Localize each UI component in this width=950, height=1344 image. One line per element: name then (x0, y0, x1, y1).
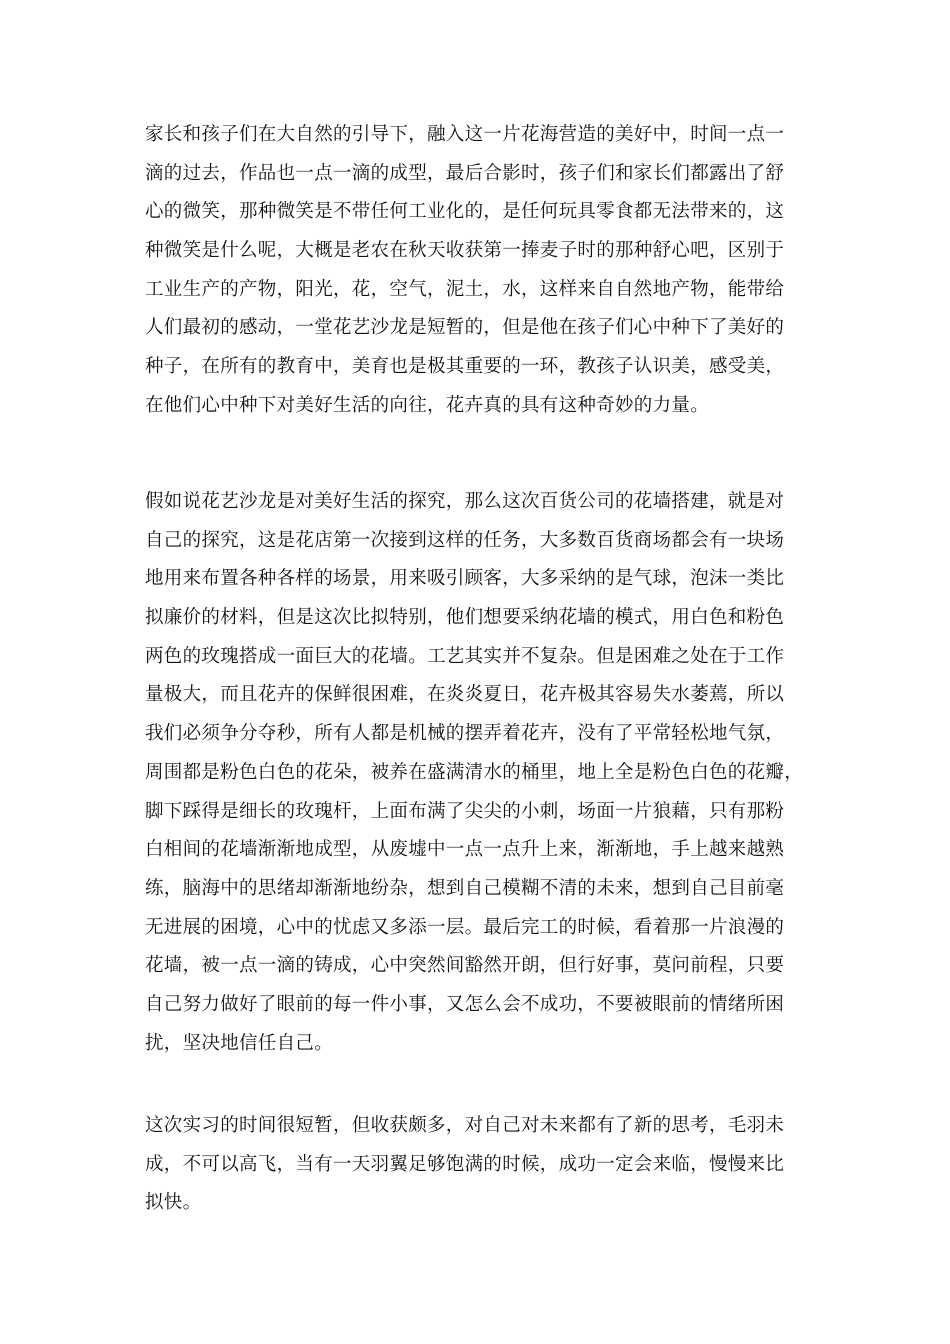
paragraph-line: 自己的探究，这是花店第一次接到这样的任务，大多数百货商场都会有一块场 (145, 529, 785, 551)
paragraph-line: 白相间的花墙渐渐地成型，从废墟中一点一点升上来，渐渐地，手上越来越熟 (145, 839, 785, 861)
paragraph-line: 这次实习的时间很短暂，但收获颇多，对自己对未来都有了新的思考，毛羽未 (145, 1115, 785, 1136)
paragraph-line: 人们最初的感动，一堂花艺沙龙是短暂的，但是他在孩子们心中种下了美好的 (145, 317, 785, 339)
paragraph-line: 脚下踩得是细长的玫瑰杆，上面布满了尖尖的小刺，场面一片狼藉，只有那粉 (145, 800, 785, 822)
paragraph-line: 种子，在所有的教育中，美育也是极其重要的一环，教孩子认识美，感受美， (145, 356, 785, 378)
paragraph-line: 家长和孩子们在大自然的引导下，融入这一片花海营造的美好中，时间一点一 (145, 124, 785, 145)
paragraph-line: 自己努力做好了眼前的每一件小事，又怎么会不成功，不要被眼前的情绪所困 (145, 993, 785, 1015)
paragraph-line: 工业生产的产物，阳光，花，空气，泥土，水，这样来自自然地产物，能带给 (145, 278, 785, 300)
paragraph-line: 周围都是粉色白色的花朵，被养在盛满清水的桶里，地上全是粉色白色的花瓣， (145, 761, 804, 783)
paragraph-line: 地用来布置各种各样的场景，用来吸引顾客，大多采纳的是气球，泡沫一类比 (145, 568, 785, 590)
paragraph-line: 滴的过去，作品也一点一滴的成型，最后合影时，孩子们和家长们都露出了舒 (145, 162, 785, 184)
paragraph-line: 两色的玫瑰搭成一面巨大的花墙。工艺其实并不复杂。但是困难之处在于工作 (145, 645, 785, 667)
paragraph-line: 种微笑是什么呢，大概是老农在秋天收获第一捧麦子时的那种舒心吧，区别于 (145, 240, 785, 262)
paragraph-line: 拟廉价的材料，但是这次比拟特别，他们想要采纳花墙的模式，用白色和粉色 (145, 607, 785, 629)
paragraph-line: 花墙，被一点一滴的铸成，心中突然间豁然开朗，但行好事，莫问前程，只要 (145, 955, 785, 977)
paragraph-line: 我们必须争分夺秒，所有人都是机械的摆弄着花卉，没有了平常轻松地气氛， (145, 723, 785, 745)
paragraph-line: 成，不可以高飞，当有一天羽翼足够饱满的时候，成功一定会来临，慢慢来比 (145, 1153, 785, 1175)
paragraph-1 (145, 116, 805, 426)
paragraph-line: 扰，坚决地信任自己。 (145, 1032, 334, 1054)
paragraph-line: 量极大，而且花卉的保鲜很困难，在炎炎夏日，花卉极其容易失水萎蔫，所以 (145, 684, 785, 706)
paragraph-3 (145, 1107, 805, 1223)
paragraph-line: 无进展的困境，心中的忧虑又多添一层。最后完工的时候，看着那一片浪漫的 (145, 916, 785, 938)
paragraph-line: 在他们心中种下对美好生活的向往，花卉真的具有这种奇妙的力量。 (145, 394, 710, 416)
paragraph-line: 拟快。 (145, 1192, 202, 1214)
paragraph-line: 练，脑海中的思绪却渐渐地纷杂，想到自己模糊不清的未来，想到自己目前毫 (145, 877, 785, 899)
paragraph-line: 假如说花艺沙龙是对美好生活的探究，那么这次百货公司的花墙搭建，就是对 (145, 491, 785, 512)
paragraph-2 (145, 483, 805, 1063)
paragraph-line: 心的微笑，那种微笑是不带任何工业化的，是任何玩具零食都无法带来的，这 (145, 201, 785, 223)
